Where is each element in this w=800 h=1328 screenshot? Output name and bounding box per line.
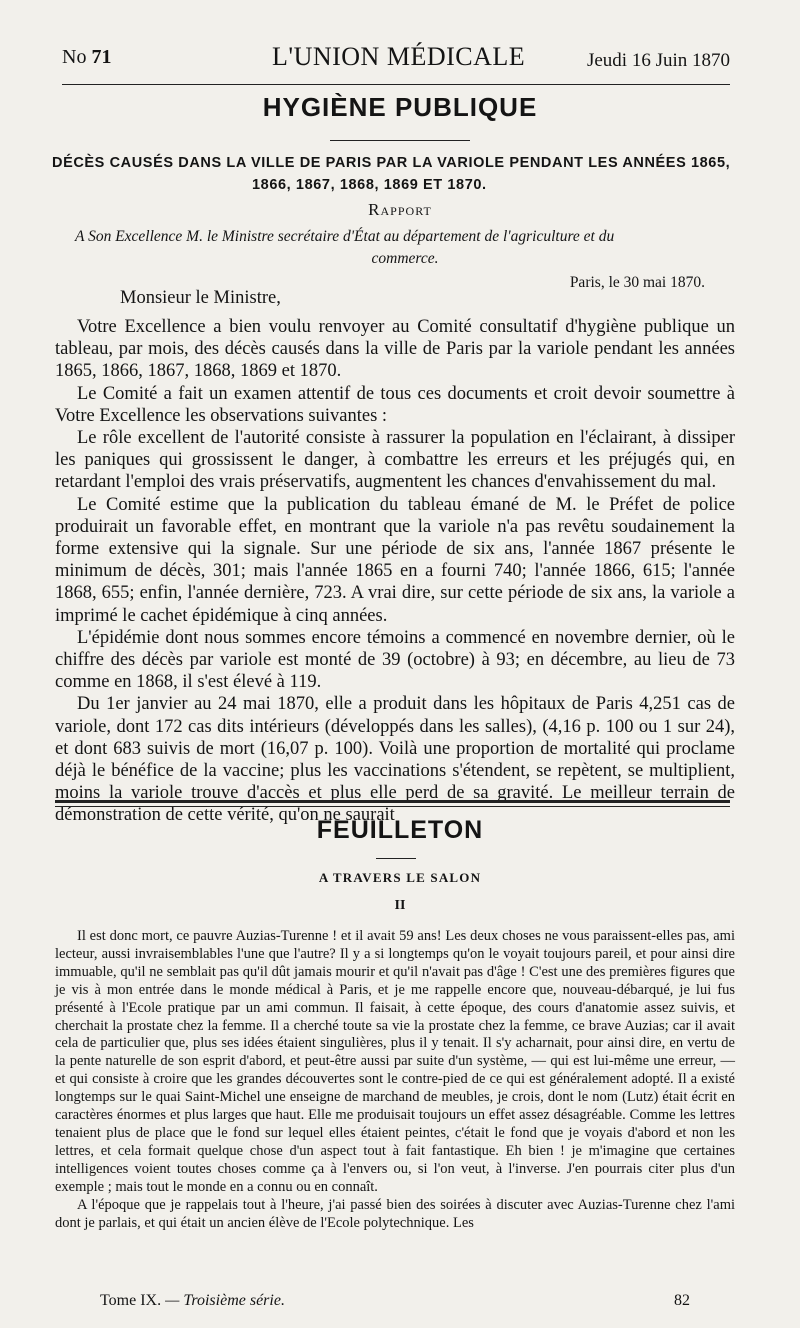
paragraph: Du 1er janvier au 24 mai 1870, elle a produit dans les hôpitaux de Paris 4,251 cas de variole, dont 172 cas dits intérieurs (développés dans les salles), (4,16 p. 100 ou 1 sur 24), et dont 683 suivis de mort (16,07 p. 100). Voilà une proportion de mortalité qui proclame déjà le bénéfice de la vaccine; plus les vaccinations s'étendent, se repètent, se multiplient, moins la variole trouve d'accès et plus elle perd de sa gravité. Le meilleur terrain de démonstration de cette vérité, qu'on ne saurait — [55, 694, 735, 826]
chapter-number: II — [394, 898, 406, 913]
feuilleton-separator — [55, 800, 730, 803]
article-body — [55, 316, 735, 827]
page-number: 82 — [674, 1292, 690, 1309]
section-title: HYGIÈNE PUBLIQUE — [262, 92, 538, 122]
place-date: Paris, le 30 mai 1870. — [569, 274, 705, 291]
page-header — [62, 42, 730, 82]
paragraph: Le Comité a fait un examen attentif de tous ces documents et croit devoir soumettre à Votre Excellence les observations suivantes : — [55, 383, 735, 426]
page-footer — [100, 1292, 690, 1316]
issue-date: Jeudi 16 Juin 1870 — [586, 50, 730, 71]
paper-name: L'UNION MÉDICALE — [272, 42, 526, 71]
paragraph: Le rôle excellent de l'autorité consiste à rassurer la population en l'éclairant, à dissiper les paniques qui grossissent le danger, à combattre les erreurs et les préjugés qui, en retardant l'emploi des vrais préservatifs, augmentent les chances d'envahissement du mal. — [55, 428, 735, 493]
feuilleton-body — [55, 928, 735, 1232]
paragraph: A l'époque que je rappelais tout à l'heure, j'ai passé bien des soirées à discuter avec Auzias-Turenne chez l'ami dont je parlais, et qui était un ancien élève de l'Ecole polytechnique. Les — [55, 1196, 735, 1231]
rapport-heading: Rapport — [368, 200, 432, 219]
paragraph: L'épidémie dont nous sommes encore témoins a commencé en novembre dernier, où le chiffre des décès par variole est monté de 39 (octobre) à 93; en décembre, au lieu de 73 comme en 1868, il s'est élevé à 119. — [55, 627, 735, 693]
paragraph: Il est donc mort, ce pauvre Auzias-Turenne ! et il avait 59 ans! Les deux choses ne vous paraissent-elles pas, ami lecteur, aussi invraisemblables l'une que l'autre? Il y a si longtemps qu'on le voyait toujours pareil, et pour ainsi dire immuable, qu'il ne semblait pas qu'il dût jamais mourir et qu'il n'avait pas d'âge ! C'est une des premières figures que je vis à mon entrée dans le monde médical à Paris, et je me rappelle encore que, nouveau-débarqué, je lui fus présenté à l'Ecole pratique par un ami commun. Il faisait, à cette époque, des cours d'anatomie assez suivis, et cherchait la prostate chez la femme. Il a cherché toute sa vie la prostate chez la femme, ce brave Auzias; car il avait cela de particulier que, plus ses idées étaient singulières, plus il y tenait. Il s'y acharnait, pour ainsi dire, en vertu de la pente naturelle de son esprit d'abord, et peut-être aussi par suite d'un système, — qui est lui-même une erreur, — et qui consiste à croire que les grandes découvertes sont le contre-pied de ce qui est généralement adopté. Il a existé longtemps sur le quai Saint-Michel une enseigne de marchand de meubles, je crois, dont le nom (Lutz) était écrit en caractères énormes et plus larges que haut. Elle me produisait toujours un effet assez désagréable. Comme les lettres tenaient plus de place que le fond sur lequel elles étaient peintes, c'était le fond que je voyais d'abord et non les lettres, et cela formait quelque chose d'un aspect tout à fait fantastique. Eh bien ! je m'imagine que certaines intelligences voient toutes choses comme ça à l'envers ou, si l'on veut, à l'inverse. J'en pourrais citer plus d'un exemple ; mais tout le monde en a connu ou en connaît. — [55, 928, 735, 1195]
addressee: A Son Excellence M. le Ministre secrétaire d'État au département de l'agriculture et du commerce. — [75, 228, 615, 267]
tome-info: Tome IX. — Troisième série. — [100, 1292, 285, 1309]
feuilleton-separator-thin — [55, 806, 730, 807]
paragraph: Votre Excellence a bien voulu renvoyer au Comité consultatif d'hygiène publique un tableau, par mois, des décès causés dans la ville de Paris par la variole pendant les années 1865, 1866, 1867, 1868, 1869 et 1870. — [55, 317, 735, 382]
issue-number: No 71 — [62, 46, 112, 68]
feuilleton-subtitle: A TRAVERS LE SALON — [318, 870, 482, 885]
paragraph: Le Comité estime que la publication du tableau émané de M. le Préfet de police produirait un favorable effet, en montrant que la variole n'a pas revêtu soudainement la forme extensive qui la signale. Sur une période de six ans, l'année 1867 présente le minimum de décès, 301; mais l'année 1865 en a fourni 740; l'année 1866, 615; l'année 1868, 655; enfin, l'année dernière, 723. A vrai dire, sur cette période de six ans, la variole a imprimé le cachet épidémique à cinq années. — [55, 494, 735, 626]
header-rule — [62, 84, 730, 85]
title-rule — [330, 140, 470, 141]
article-subtitle: DÉCÈS CAUSÉS DANS LA VILLE DE PARIS PAR LA VARIOLE PENDANT LES ANNÉES 1865, 1866, 1867, 1868, 1869 ET 1870. — [52, 155, 731, 193]
feuilleton-dash — [376, 858, 416, 859]
salutation: Monsieur le Ministre, — [120, 288, 281, 308]
feuilleton-title: FEUILLETON — [316, 816, 484, 844]
